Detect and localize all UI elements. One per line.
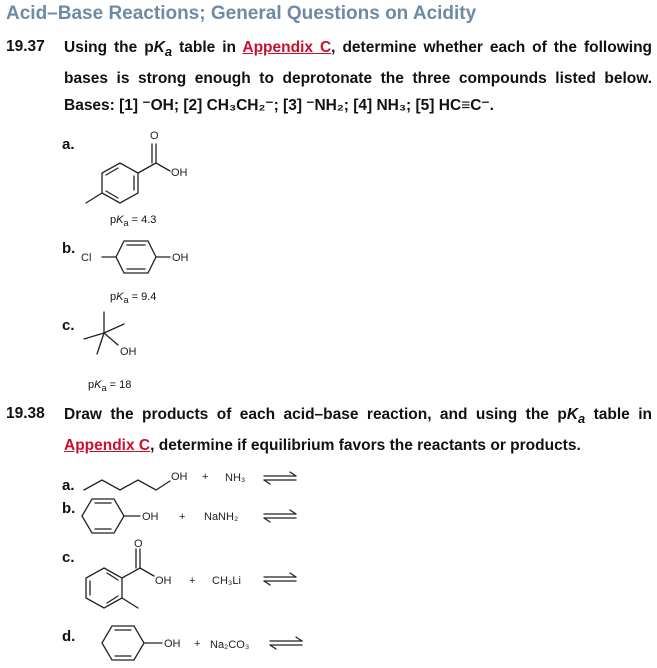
group-label: OH bbox=[120, 346, 137, 358]
item-label-1938-a: a. bbox=[62, 477, 75, 494]
item-label-1938-d: d. bbox=[62, 628, 76, 645]
pka-value: = 4.3 bbox=[128, 214, 157, 226]
problem-1937-text-3: , determine whether each of the following bases is strong enough to deprotonate the three compounds listed below. Bases: [1] bbox=[64, 39, 653, 115]
group-label: O bbox=[134, 538, 143, 550]
base-5: [5] HC≡C⁻. bbox=[415, 97, 494, 115]
appendix-c-link-1938[interactable]: Appendix C bbox=[64, 437, 151, 455]
problem-number-1938: 19.38 bbox=[6, 405, 45, 422]
base-1: ⁻OH; bbox=[142, 97, 184, 115]
structure-1937-b bbox=[81, 241, 189, 273]
pka-k: K bbox=[116, 291, 124, 303]
group-label: OH bbox=[171, 471, 188, 483]
problem-1938-text-2: table in bbox=[585, 406, 652, 423]
item-label-1937-a: a. bbox=[62, 136, 75, 153]
problem-1937-ka-a: a bbox=[164, 44, 173, 60]
pka-value: = 9.4 bbox=[128, 291, 157, 303]
equilibrium-arrow bbox=[264, 510, 296, 522]
base-4: [4] NH₃; bbox=[353, 97, 416, 115]
reagent: Na₂CO₃ bbox=[210, 639, 250, 651]
pka-p: p bbox=[110, 291, 117, 303]
equilibrium-arrow bbox=[270, 637, 302, 649]
item-label-1938-c: c. bbox=[62, 549, 75, 566]
structure-1938-a bbox=[84, 471, 296, 490]
group-label: O bbox=[150, 130, 159, 142]
base-3: [3] ⁻NH₂; bbox=[283, 97, 354, 115]
base-2: [2] CH₃CH₂⁻; bbox=[183, 97, 284, 115]
problem-number-1937: 19.37 bbox=[6, 38, 45, 55]
reagent: NaNH₂ bbox=[204, 511, 239, 523]
plus-sign: + bbox=[202, 471, 209, 483]
pka-a: a bbox=[123, 218, 129, 229]
problem-1938-ka-a: a bbox=[578, 411, 586, 427]
group-label: OH bbox=[164, 638, 181, 650]
structure-1937-c bbox=[84, 312, 137, 358]
problem-1937-text-2: table in bbox=[172, 39, 243, 56]
problem-1938-ka-k: K bbox=[566, 406, 579, 423]
reagent: CH₃Li bbox=[212, 575, 241, 587]
group-label: OH bbox=[172, 252, 189, 264]
problem-1937-ka-k: K bbox=[153, 39, 165, 56]
group-label: OH bbox=[155, 575, 172, 587]
item-label-1937-b: b. bbox=[62, 240, 76, 257]
problem-1937-text-1: Using the p bbox=[64, 39, 154, 56]
appendix-c-link-1937[interactable]: Appendix C bbox=[242, 39, 332, 56]
item-label-1938-b: b. bbox=[62, 500, 76, 517]
pka-p: p bbox=[88, 379, 95, 391]
plus-sign: + bbox=[194, 638, 201, 650]
structure-1938-d bbox=[102, 626, 302, 660]
structure-1938-c bbox=[86, 538, 296, 608]
plus-sign: + bbox=[189, 575, 196, 587]
pka-p: p bbox=[110, 214, 117, 226]
pka-k: K bbox=[94, 379, 102, 391]
group-label: OH bbox=[171, 167, 188, 179]
group-label: OH bbox=[142, 511, 159, 523]
pka-k: K bbox=[116, 214, 124, 226]
structure-1938-b bbox=[82, 499, 296, 533]
equilibrium-arrow bbox=[264, 573, 296, 585]
equilibrium-arrow bbox=[264, 472, 296, 484]
pka-a: a bbox=[101, 383, 107, 394]
pka-value: = 18 bbox=[106, 379, 132, 391]
plus-sign: + bbox=[179, 511, 186, 523]
pka-a: a bbox=[123, 295, 129, 306]
item-label-1937-c: c. bbox=[62, 317, 75, 334]
structure-1937-a bbox=[86, 130, 188, 203]
problem-1938-text-1: Draw the products of each acid–base reaction, and using the p bbox=[64, 406, 567, 423]
reagent: NH₃ bbox=[225, 472, 246, 484]
section-title: Acid–Base Reactions; General Questions on Acidity bbox=[6, 3, 477, 24]
group-label: Cl bbox=[81, 252, 92, 264]
problem-1938-text-3: , determine if equilibrium favors the reactants or products. bbox=[150, 437, 581, 455]
